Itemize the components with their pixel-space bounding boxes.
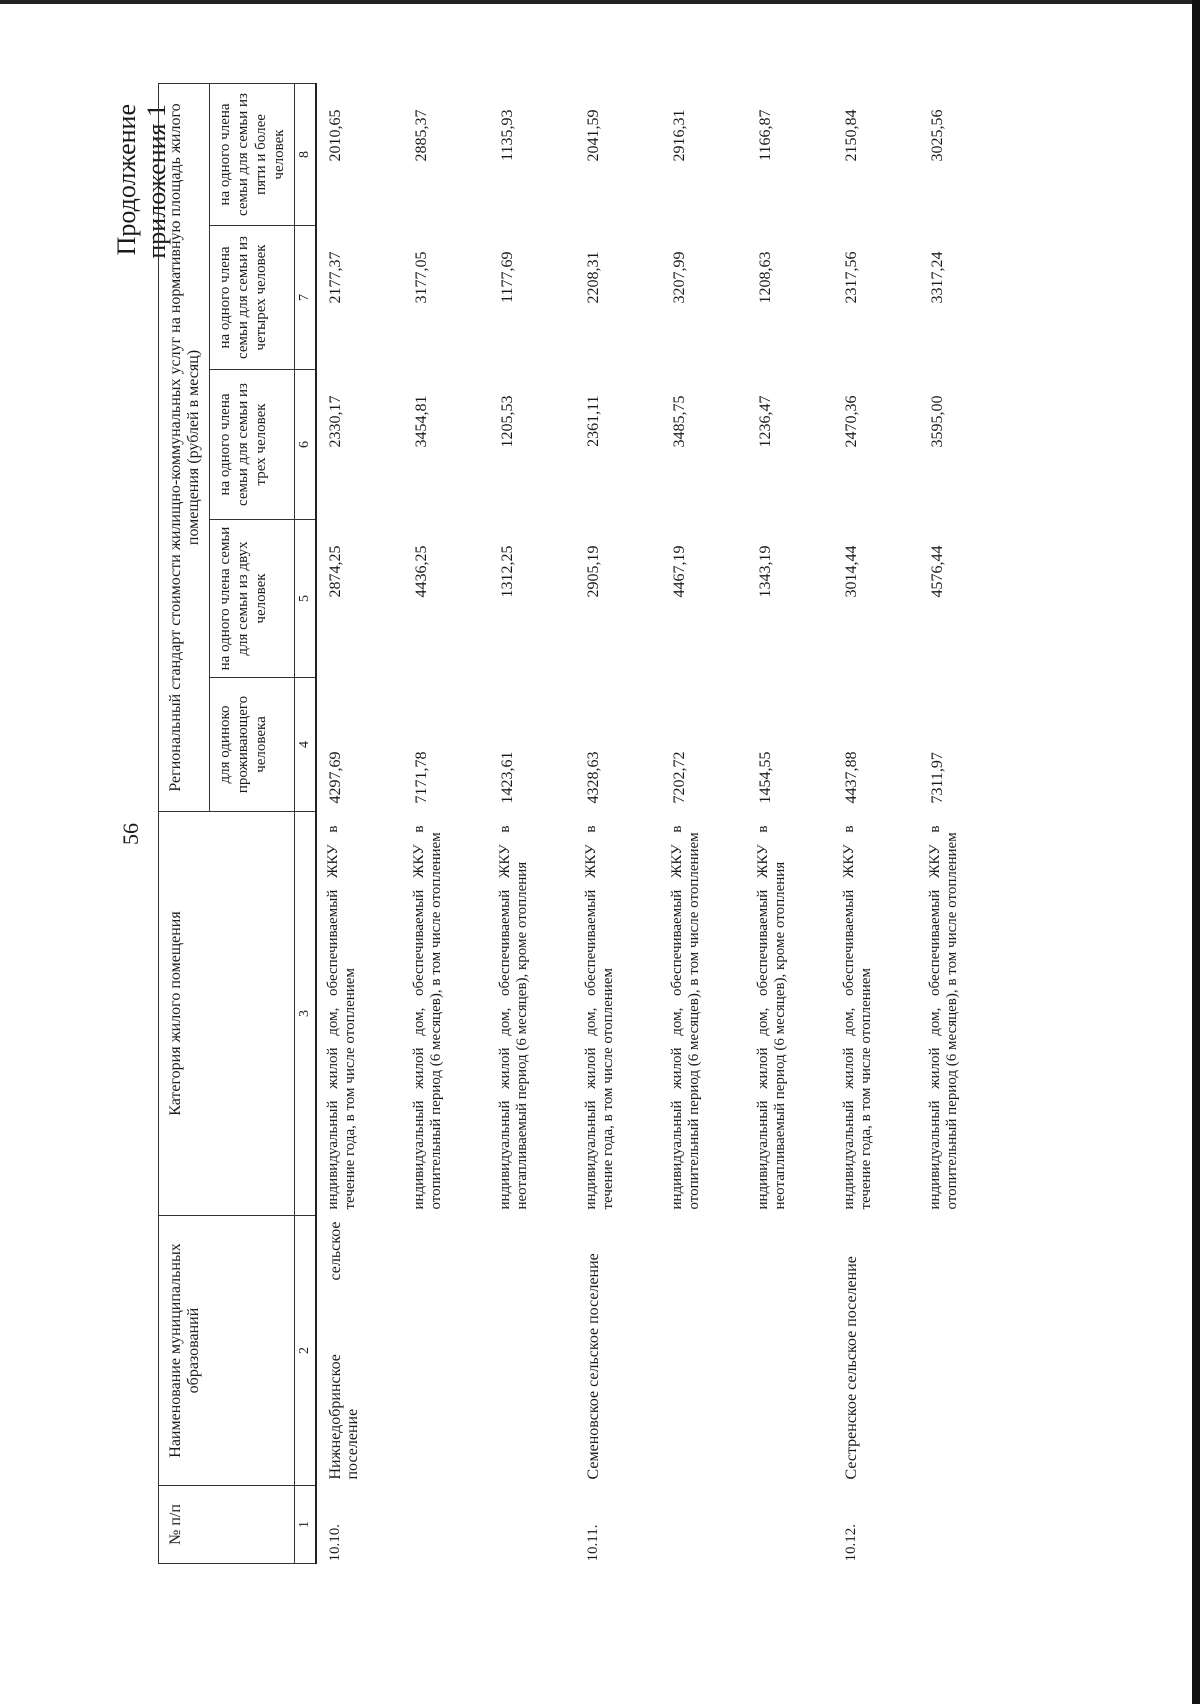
continuation-title: Продолжение приложения 1	[112, 104, 171, 259]
municipality-name	[497, 1216, 583, 1486]
table-row	[325, 83, 411, 1563]
municipality-name: Сестренское сельское поселение	[843, 1256, 860, 1480]
value-three: 3595,00	[929, 395, 946, 448]
header-no: № п/п	[159, 1486, 295, 1564]
row-number	[669, 1486, 755, 1564]
municipality-name	[411, 1216, 497, 1486]
row-number: 10.11.	[585, 1524, 601, 1562]
housing-category: индивидуальный жилой дом, обеспечиваемый ЖКУ в отопительный период (6 месяцев), в том числе отоплением	[669, 825, 702, 1210]
col-number: 6	[295, 370, 317, 520]
value-single: 1454,55	[757, 751, 774, 804]
table-row	[755, 83, 841, 1563]
value-four: 1177,69	[499, 251, 516, 303]
header-five-plus: на одного члена семьи для семьи из пяти и более человек	[210, 83, 295, 225]
value-two: 2905,19	[585, 545, 602, 598]
value-two: 4436,25	[413, 545, 430, 598]
value-five-plus: 2916,31	[671, 109, 688, 162]
value-five-plus: 1166,87	[757, 109, 774, 161]
value-five-plus: 1135,93	[499, 109, 516, 161]
municipality-name	[755, 1216, 841, 1486]
value-three: 2361,11	[585, 395, 602, 447]
header-three: на одного члена семьи для семьи из трех человек	[210, 370, 295, 520]
value-single: 4328,63	[585, 751, 602, 804]
value-four: 2177,37	[327, 251, 344, 304]
housing-category: индивидуальный жилой дом, обеспечиваемый ЖКУ в отопительный период (6 месяцев), в том числе отоплением	[411, 825, 444, 1210]
header-four: на одного члена семьи для семьи из четырех человек	[210, 226, 295, 370]
value-two: 2874,25	[327, 545, 344, 598]
value-five-plus: 2041,59	[585, 109, 602, 162]
col-number: 5	[295, 520, 317, 678]
col-number: 3	[295, 812, 317, 1216]
value-four: 3207,99	[671, 251, 688, 304]
value-four: 2208,31	[585, 251, 602, 304]
housing-category: индивидуальный жилой дом, обеспечиваемый ЖКУ в течение года, в том числе отоплением	[325, 825, 358, 1210]
housing-category: индивидуальный жилой дом, обеспечиваемый ЖКУ в отопительный период (6 месяцев), в том числе отоплением	[927, 825, 960, 1210]
table-row	[927, 83, 1013, 1563]
col-number: 8	[295, 83, 317, 225]
header-municipality: Наименование муниципальных образований	[159, 1216, 295, 1486]
housing-category: индивидуальный жилой дом, обеспечиваемый ЖКУ в течение года, в том числе отоплением	[583, 825, 616, 1210]
value-two: 4576,44	[929, 545, 946, 598]
housing-category: индивидуальный жилой дом, обеспечиваемый ЖКУ в неотапливаемый период (6 месяцев), кроме отопления	[497, 825, 530, 1210]
value-four: 2317,56	[843, 251, 860, 304]
value-two: 1312,25	[499, 545, 516, 598]
value-three: 2470,36	[843, 395, 860, 448]
value-single: 4437,88	[843, 751, 860, 804]
municipality-name: Нижнедобринское сельское поселение	[327, 1221, 361, 1480]
row-number	[497, 1486, 583, 1564]
value-two: 4467,19	[671, 545, 688, 598]
header-single: для одиноко проживающего человека	[210, 678, 295, 812]
table-row	[669, 83, 755, 1563]
value-single: 4297,69	[327, 751, 344, 804]
value-single: 1423,61	[499, 751, 516, 804]
row-number: 10.12.	[843, 1524, 859, 1562]
value-five-plus: 2150,84	[843, 109, 860, 162]
table-row	[411, 83, 497, 1563]
col-number: 4	[295, 678, 317, 812]
municipality-name	[927, 1216, 1013, 1486]
value-five-plus: 3025,56	[929, 109, 946, 162]
value-single: 7311,97	[929, 752, 946, 804]
row-number	[927, 1486, 1013, 1564]
row-number: 10.10.	[327, 1524, 343, 1562]
value-two: 1343,19	[757, 545, 774, 598]
col-number: 1	[295, 1486, 317, 1564]
value-three: 1236,47	[757, 395, 774, 448]
row-number	[411, 1486, 497, 1564]
header-two: на одного члена семьи для семьи из двух человек	[210, 520, 295, 678]
row-number	[755, 1486, 841, 1564]
header-standard-group: Региональный стандарт стоимости жилищно-коммунальных услуг на нормативную площадь жилого помещения (рублей в месяц)	[159, 83, 210, 811]
page-number: 56	[118, 823, 143, 845]
table-row	[841, 83, 927, 1563]
col-number: 7	[295, 226, 317, 370]
value-five-plus: 2885,37	[413, 109, 430, 162]
header-category: Категория жилого помещения	[159, 812, 295, 1216]
housing-category: индивидуальный жилой дом, обеспечиваемый ЖКУ в неотапливаемый период (6 месяцев), кроме отопления	[755, 825, 788, 1210]
value-four: 3177,05	[413, 251, 430, 304]
housing-category: индивидуальный жилой дом, обеспечиваемый ЖКУ в течение года, в том числе отоплением	[841, 825, 874, 1210]
table-row	[497, 83, 583, 1563]
tariff-table	[158, 83, 1013, 1564]
value-three: 2330,17	[327, 395, 344, 448]
municipality-name: Семеновское сельское поселение	[585, 1253, 602, 1480]
municipality-name	[669, 1216, 755, 1486]
value-two: 3014,44	[843, 545, 860, 598]
value-three: 1205,53	[499, 395, 516, 448]
value-single: 7202,72	[671, 751, 688, 804]
table-row	[583, 83, 669, 1563]
value-four: 3317,24	[929, 251, 946, 304]
value-single: 7171,78	[413, 751, 430, 804]
value-three: 3454,81	[413, 395, 430, 448]
col-number: 2	[295, 1216, 317, 1486]
value-five-plus: 2010,65	[327, 109, 344, 162]
value-three: 3485,75	[671, 395, 688, 448]
value-four: 1208,63	[757, 251, 774, 304]
